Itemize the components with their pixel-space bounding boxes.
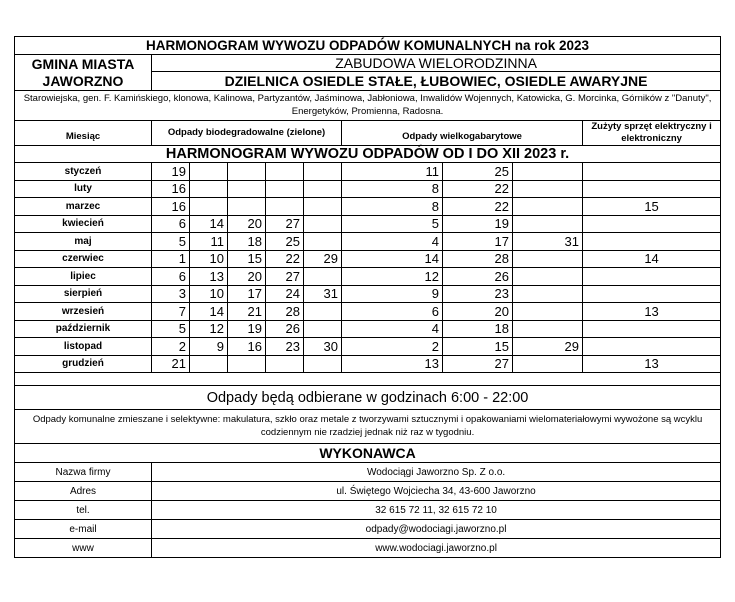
electro-date-cell: 14	[583, 250, 721, 268]
table-row	[15, 198, 721, 216]
contact-label: e-mail	[15, 520, 152, 539]
bulky-date-cell: 11	[342, 163, 443, 181]
month-name: listopad	[15, 338, 152, 356]
bulky-date-cell: 26	[443, 268, 513, 286]
bio-date-cell: 10	[190, 250, 228, 268]
bio-date-cell: 31	[304, 285, 342, 303]
contractor-heading: WYKONAWCA	[15, 444, 721, 463]
electro-date-cell	[583, 180, 721, 198]
bio-date-cell: 13	[190, 268, 228, 286]
month-name: luty	[15, 180, 152, 198]
bio-date-cell: 16	[228, 338, 266, 356]
contact-rows	[15, 463, 721, 558]
bio-date-cell	[304, 180, 342, 198]
contact-row	[15, 501, 721, 520]
electro-date-cell	[583, 215, 721, 233]
bio-date-cell: 3	[152, 285, 190, 303]
schedule-title: HARMONOGRAM WYWOZU ODPADÓW OD I DO XII 2023 r.	[15, 146, 721, 163]
table-row	[15, 250, 721, 268]
table-row	[15, 215, 721, 233]
bulky-date-cell: 17	[443, 233, 513, 251]
electro-date-cell	[583, 338, 721, 356]
month-name: sierpień	[15, 285, 152, 303]
bulky-date-cell: 25	[443, 163, 513, 181]
contact-row	[15, 463, 721, 482]
month-rows	[15, 163, 721, 373]
bulky-date-cell: 12	[342, 268, 443, 286]
table-row	[15, 355, 721, 373]
electro-date-cell: 15	[583, 198, 721, 216]
bio-date-cell: 18	[228, 233, 266, 251]
bio-date-cell: 21	[228, 303, 266, 321]
spacer-row	[15, 373, 721, 386]
bio-date-cell: 1	[152, 250, 190, 268]
table-row	[15, 303, 721, 321]
bio-date-cell: 2	[152, 338, 190, 356]
table-row	[15, 268, 721, 286]
contact-row	[15, 482, 721, 501]
bio-date-cell: 19	[228, 320, 266, 338]
bulky-date-cell	[513, 303, 583, 321]
month-name: maj	[15, 233, 152, 251]
electro-waste-header: Zużyty sprzęt elektryczny i elektroniczny	[583, 121, 721, 146]
contact-label: www	[15, 539, 152, 558]
bio-date-cell	[266, 198, 304, 216]
bio-date-cell: 11	[190, 233, 228, 251]
bio-date-cell	[304, 233, 342, 251]
table-row	[15, 285, 721, 303]
bulky-date-cell: 15	[443, 338, 513, 356]
contact-value: odpady@wodociagi.jaworzno.pl	[152, 520, 721, 539]
bio-date-cell: 20	[228, 268, 266, 286]
bulky-date-cell: 23	[443, 285, 513, 303]
month-name: lipiec	[15, 268, 152, 286]
bulky-date-cell: 5	[342, 215, 443, 233]
bio-date-cell: 14	[190, 303, 228, 321]
bulky-date-cell: 22	[443, 198, 513, 216]
bio-date-cell: 19	[152, 163, 190, 181]
streets-list: Starowiejska, gen. F. Kamińskiego, klonowa, Kalinowa, Partyzantów, Jaśminowa, Jabłoniowa, Inwalidów Wojennych, Katowicka, G. Morcinka, Górników z "Danuty", Energetyków, Promienna, Radosna.	[15, 91, 721, 121]
bulky-date-cell: 31	[513, 233, 583, 251]
bio-date-cell: 25	[266, 233, 304, 251]
bio-date-cell	[228, 198, 266, 216]
bio-date-cell: 15	[228, 250, 266, 268]
bio-date-cell: 29	[304, 250, 342, 268]
bulky-date-cell: 19	[443, 215, 513, 233]
month-header: Miesiąc	[15, 121, 152, 146]
contact-value: 32 615 72 11, 32 615 72 10	[152, 501, 721, 520]
bio-date-cell: 21	[152, 355, 190, 373]
month-name: październik	[15, 320, 152, 338]
electro-date-cell	[583, 268, 721, 286]
bio-date-cell: 16	[152, 198, 190, 216]
bio-date-cell	[190, 198, 228, 216]
bulky-date-cell: 29	[513, 338, 583, 356]
bio-date-cell	[228, 180, 266, 198]
bio-date-cell	[304, 163, 342, 181]
electro-date-cell: 13	[583, 355, 721, 373]
bulky-date-cell: 8	[342, 198, 443, 216]
contact-value: ul. Świętego Wojciecha 34, 43-600 Jaworzno	[152, 482, 721, 501]
bio-date-cell	[304, 215, 342, 233]
bulky-date-cell	[513, 198, 583, 216]
bulky-date-cell: 4	[342, 320, 443, 338]
bio-date-cell	[304, 198, 342, 216]
bulky-date-cell: 2	[342, 338, 443, 356]
month-name: kwiecień	[15, 215, 152, 233]
contact-row	[15, 539, 721, 558]
bio-date-cell: 27	[266, 268, 304, 286]
bulky-date-cell: 20	[443, 303, 513, 321]
bulky-date-cell	[513, 268, 583, 286]
district-name: DZIELNICA OSIEDLE STAŁE, ŁUBOWIEC, OSIEDLE AWARYJNE	[152, 72, 721, 91]
bio-date-cell: 10	[190, 285, 228, 303]
contact-label: tel.	[15, 501, 152, 520]
bio-date-cell	[190, 180, 228, 198]
bio-date-cell: 16	[152, 180, 190, 198]
month-name: styczeń	[15, 163, 152, 181]
bio-date-cell: 30	[304, 338, 342, 356]
bio-date-cell: 27	[266, 215, 304, 233]
electro-date-cell: 13	[583, 303, 721, 321]
electro-date-cell	[583, 320, 721, 338]
bio-date-cell: 12	[190, 320, 228, 338]
contact-row	[15, 520, 721, 539]
bulky-date-cell: 13	[342, 355, 443, 373]
bulky-date-cell: 9	[342, 285, 443, 303]
bio-date-cell: 5	[152, 320, 190, 338]
contact-label: Adres	[15, 482, 152, 501]
bio-date-cell: 23	[266, 338, 304, 356]
bio-date-cell: 24	[266, 285, 304, 303]
bio-date-cell: 26	[266, 320, 304, 338]
bio-date-cell: 7	[152, 303, 190, 321]
bulky-date-cell	[513, 163, 583, 181]
bio-date-cell	[266, 355, 304, 373]
month-name: wrzesień	[15, 303, 152, 321]
bio-date-cell	[228, 355, 266, 373]
bulky-date-cell	[513, 250, 583, 268]
bulky-date-cell: 18	[443, 320, 513, 338]
table-row	[15, 320, 721, 338]
electro-date-cell	[583, 163, 721, 181]
document-title: HARMONOGRAM WYWOZU ODPADÓW KOMUNALNYCH na rok 2023	[15, 37, 721, 55]
bio-date-cell	[228, 163, 266, 181]
bio-date-cell: 28	[266, 303, 304, 321]
bulky-date-cell: 6	[342, 303, 443, 321]
table-row	[15, 233, 721, 251]
bio-date-cell	[304, 355, 342, 373]
contact-value: www.wodociagi.jaworzno.pl	[152, 539, 721, 558]
table-row	[15, 338, 721, 356]
month-name: grudzień	[15, 355, 152, 373]
bulky-date-cell: 8	[342, 180, 443, 198]
schedule-table	[14, 36, 721, 558]
schedule-document	[14, 36, 720, 558]
contact-label: Nazwa firmy	[15, 463, 152, 482]
bulky-date-cell: 28	[443, 250, 513, 268]
month-name: marzec	[15, 198, 152, 216]
electro-date-cell	[583, 285, 721, 303]
bulky-date-cell	[513, 215, 583, 233]
municipality-name: GMINA MIASTA JAWORZNO	[15, 55, 152, 91]
collection-note: Odpady komunalne zmieszane i selektywne: makulatura, szkło oraz metale z tworzywami sztucznymi i opakowaniami wielomateriałowymi wywożone są wcyklu codziennym nie rzadziej jednak niż raz w tygodniu.	[15, 410, 721, 444]
bio-date-cell: 14	[190, 215, 228, 233]
bio-date-cell: 20	[228, 215, 266, 233]
bio-date-cell	[304, 320, 342, 338]
bio-date-cell	[304, 303, 342, 321]
electro-date-cell	[583, 233, 721, 251]
bio-date-cell	[266, 163, 304, 181]
bio-date-cell	[190, 355, 228, 373]
bio-date-cell: 9	[190, 338, 228, 356]
bio-date-cell: 6	[152, 268, 190, 286]
bulky-date-cell: 22	[443, 180, 513, 198]
bulky-date-cell: 27	[443, 355, 513, 373]
contact-value: Wodociągi Jaworzno Sp. Z o.o.	[152, 463, 721, 482]
bulky-date-cell	[513, 285, 583, 303]
bio-date-cell	[266, 180, 304, 198]
bio-date-cell: 5	[152, 233, 190, 251]
month-name: czerwiec	[15, 250, 152, 268]
bio-date-cell	[304, 268, 342, 286]
bio-date-cell: 6	[152, 215, 190, 233]
building-type: ZABUDOWA WIELORODZINNA	[152, 55, 721, 72]
bio-date-cell: 22	[266, 250, 304, 268]
bio-date-cell: 17	[228, 285, 266, 303]
bio-waste-header: Odpady biodegradowalne (zielone)	[152, 121, 342, 146]
bulky-date-cell	[513, 180, 583, 198]
table-row	[15, 163, 721, 181]
bulky-date-cell	[513, 320, 583, 338]
bulky-waste-header: Odpady wielkogabarytowe	[342, 121, 583, 146]
bulky-date-cell: 14	[342, 250, 443, 268]
table-row	[15, 180, 721, 198]
bio-date-cell	[190, 163, 228, 181]
bulky-date-cell	[513, 355, 583, 373]
bulky-date-cell: 4	[342, 233, 443, 251]
collection-hours: Odpady będą odbierane w godzinach 6:00 - 22:00	[15, 386, 721, 410]
